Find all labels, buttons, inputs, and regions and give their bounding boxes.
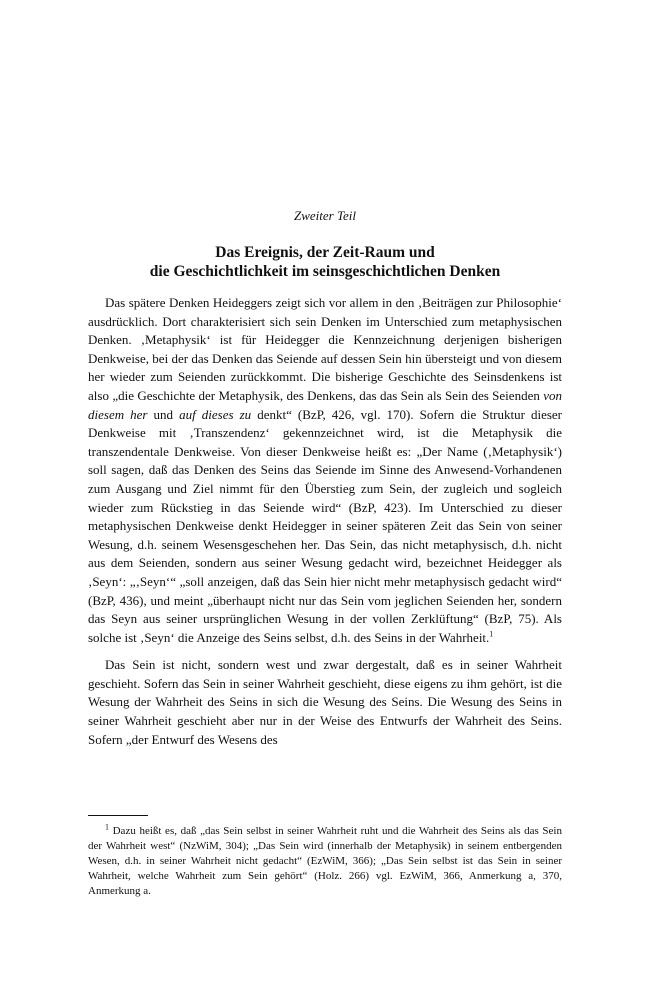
chapter-title-line-1: Das Ereignis, der Zeit-Raum und: [215, 244, 435, 261]
chapter-title-line-2: die Geschichtlichkeit im seinsgeschichtlichen Denken: [149, 263, 501, 280]
footnote-number: 1: [105, 822, 109, 832]
footnote-divider: [88, 815, 148, 816]
paragraph-2: Das Sein ist nicht, sondern west und zwar dergestalt, daß es in seiner Wahrheit geschieht. Sofern das Sein in seiner Wahrheit geschieht, diese eigens zu ihm gehört, ist die Wesung der Wahrheit des Seins in sich die Wesung des Seins. Die Wesung des Seins in seiner Wahrheit geschieht aber nur in der Weise des Entwurfs der Wahrheit des Seins. Sofern „der Entwurf des Wesens des: [88, 657, 562, 747]
body-text: [88, 294, 562, 758]
footnote-reference: 1: [489, 629, 494, 639]
footnote-text: Dazu heißt es, daß „das Sein selbst in seiner Wahrheit ruht und die Wahrheit des Seins als das Sein der Wahrheit west“ (NzWiM, 304); „Das Sein wird (innerhalb der Metaphysik) in seinem entbergenden Wesen, d.h. in seiner Wahrheit nicht gedacht“ (EzWiM, 366); „Das Sein selbst ist das Sein in seiner Wahrheit, welche Wahrheit zum Sein gehört“ (Holz. 266) vgl. EzWiM, 366, Anmerkung a, 370, Anmerkung a.: [88, 825, 562, 897]
paragraph-1: Das spätere Denken Heideggers zeigt sich vor allem in den ‚Beiträgen zur Philosophie‘ ausdrücklich. Dort charakterisiert sich sein Denken im Unterschied zum metaphysischen Denken. ‚Metaphysik‘ ist für Heidegger die Kennzeichnung derjenigen bisherigen Denkweise, bei der das Denken das Seiende auf dessen Sein hin übersteigt und von diesem her wieder zum Seienden zurückkommt. Die bisherige Geschichte des Seinsdenkens ist also „die Geschichte der Metaphysik, des Denkens, das das Sein als Sein des Seienden von diesem her und auf dieses zu denkt“ (BzP, 426, vgl. 170). Sofern die Struktur dieser Denkweise mit ‚Transzendenz‘ gekennzeichnet wird, ist die Metaphysik die transzendentale Denkweise. Von dieser Denkweise heißt es: „Der Name (‚Metaphysik‘) soll sagen, daß das Denken des Seins das Seiende im Sinne des Anwesend-Vorhandenen zum Ausgang und Ziel nimmt für den Überstieg zum Sein, der zugleich und sogleich wieder zum Rückstieg in das Seiende wird“ (BzP, 423). Im Unterschied zu dieser metaphysischen Denkweise denkt Heidegger in seiner späteren Zeit das Sein von seiner Wesung, d.h. seinem Wesensgeschehen her. Das Sein, das nicht metaphysisch, d.h. nicht aus dem Seienden, sondern aus seiner Wesung gedacht wird, bezeichnet Heidegger als ‚Seyn‘: „‚Seyn‘“ „soll anzeigen, daß das Sein hier nicht mehr metaphysisch gedacht wird“ (BzP, 436), und meint „überhaupt nicht nur das Sein vom jeglichen Seienden her, sondern das Seyn aus seiner ursprünglichen Wesung in der vollen Zerklüftung“ (BzP, 75). Als solche ist ‚Seyn‘ die Anzeige des Seins selbst, d.h. des Seins in der Wahrheit.$^1$: [88, 295, 562, 645]
emphasis-von-diesem-her: von diesem her: [88, 387, 562, 422]
footnote: [88, 824, 562, 899]
part-label: Zweiter Teil: [293, 208, 356, 223]
chapter-title: [88, 243, 562, 281]
emphasis-auf-dieses-zu: auf dieses zu: [179, 406, 252, 422]
